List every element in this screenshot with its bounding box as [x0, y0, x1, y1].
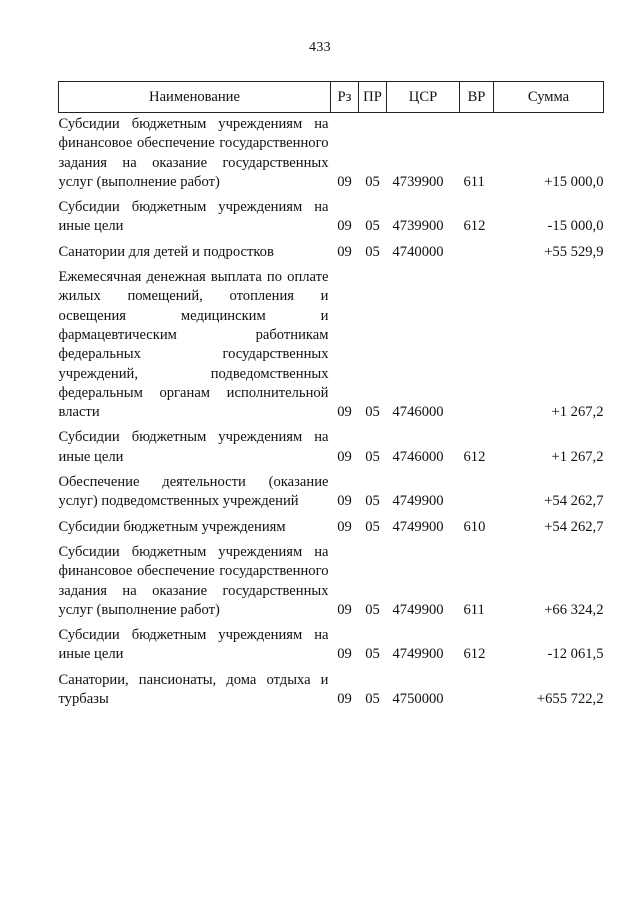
table-header: [59, 82, 604, 113]
row-rz: 09: [337, 493, 352, 510]
row-pr: 05: [365, 646, 380, 663]
header-row: [59, 82, 604, 113]
header-csr: ЦСР: [387, 82, 460, 113]
row-sum: +66 324,2: [544, 601, 604, 618]
row-rz: 09: [337, 646, 352, 663]
row-rz: 09: [337, 518, 352, 535]
row-pr: 05: [365, 173, 380, 190]
row-name: Санатории, пансионаты, дома отдыха и турбазы: [58, 671, 329, 708]
row-vr: 612: [463, 646, 486, 663]
row-sum: -15 000,0: [547, 218, 604, 235]
row-csr: 4739900: [392, 218, 444, 235]
header-sum: Сумма: [494, 82, 604, 113]
budget-table: [58, 81, 604, 715]
row-name: Субсидии бюджетным учреждениям на финансовое обеспечение государственного задания на оказание государственных услуг (выполнение работ): [58, 116, 329, 190]
row-name: Субсидии бюджетным учреждениям: [58, 518, 286, 535]
row-pr: 05: [365, 601, 380, 618]
row-rz: 09: [337, 601, 352, 618]
row-pr: 05: [365, 218, 380, 235]
row-rz: 09: [337, 448, 352, 465]
row-name: Субсидии бюджетным учреждениям на финансовое обеспечение государственного задания на оказание государственных услуг (выполнение работ): [58, 543, 329, 618]
row-rz: 09: [337, 173, 352, 190]
row-name: Обеспечение деятельности (оказание услуг) подведомственных учреждений: [58, 474, 329, 510]
header-rz: Рз: [331, 82, 359, 113]
row-sum: +1 267,2: [551, 448, 604, 465]
row-name: Субсидии бюджетным учреждениям на иные цели: [58, 199, 329, 235]
row-csr: 4750000: [392, 691, 444, 708]
header-pr: ПР: [359, 82, 387, 113]
row-csr: 4740000: [392, 243, 444, 260]
row-csr: 4749900: [392, 601, 444, 618]
header-vr: ВР: [460, 82, 494, 113]
table-row: [59, 543, 604, 626]
row-pr: 05: [365, 493, 380, 510]
row-sum: +54 262,7: [544, 493, 604, 510]
header-name: Наименование: [59, 82, 331, 113]
row-pr: 05: [365, 404, 380, 421]
row-rz: 09: [337, 243, 352, 260]
table-row: [59, 428, 604, 473]
table-body: [59, 113, 604, 716]
row-rz: 09: [337, 404, 352, 421]
row-pr: 05: [365, 518, 380, 535]
row-sum: +54 262,7: [544, 518, 604, 535]
table-row: [59, 473, 604, 518]
row-csr: 4739900: [392, 173, 444, 190]
row-csr: 4746000: [392, 448, 444, 465]
row-csr: 4749900: [392, 646, 444, 663]
table-row: [59, 113, 604, 199]
row-rz: 09: [337, 691, 352, 708]
row-pr: 05: [365, 448, 380, 465]
table-row: [59, 671, 604, 716]
table-row: [59, 626, 604, 671]
row-vr: 611: [463, 601, 485, 618]
row-vr: 612: [463, 218, 486, 235]
row-vr: 612: [463, 448, 486, 465]
row-sum: +1 267,2: [551, 404, 604, 421]
row-csr: 4746000: [392, 404, 444, 421]
row-vr: 610: [463, 518, 486, 535]
row-sum: +655 722,2: [536, 691, 604, 708]
row-sum: -12 061,5: [547, 646, 604, 663]
row-vr: 611: [463, 173, 485, 190]
row-sum: +55 529,9: [544, 243, 604, 260]
row-pr: 05: [365, 243, 380, 260]
table-row: [59, 243, 604, 268]
table-row: [59, 268, 604, 428]
row-rz: 09: [337, 218, 352, 235]
row-csr: 4749900: [392, 493, 444, 510]
row-pr: 05: [365, 691, 380, 708]
row-sum: +15 000,0: [544, 173, 604, 190]
row-name: Санатории для детей и подростков: [58, 243, 274, 260]
table-row: [59, 518, 604, 543]
table-row: [59, 198, 604, 243]
page-number: 433: [309, 40, 331, 55]
row-vr: [460, 243, 494, 268]
row-vr: [460, 473, 494, 518]
row-vr: [460, 671, 494, 716]
row-name: Субсидии бюджетным учреждениям на иные цели: [58, 627, 329, 663]
row-vr: [460, 268, 494, 428]
row-name: Ежемесячная денежная выплата по оплате жилых помещений, отопления и освещения медицинским и фармацевтическим работникам федеральных государственных учреждений, подведомственных федеральным органам исполнительной власти: [58, 269, 329, 421]
row-name: Субсидии бюджетным учреждениям на иные цели: [58, 429, 329, 465]
row-csr: 4749900: [392, 518, 444, 535]
